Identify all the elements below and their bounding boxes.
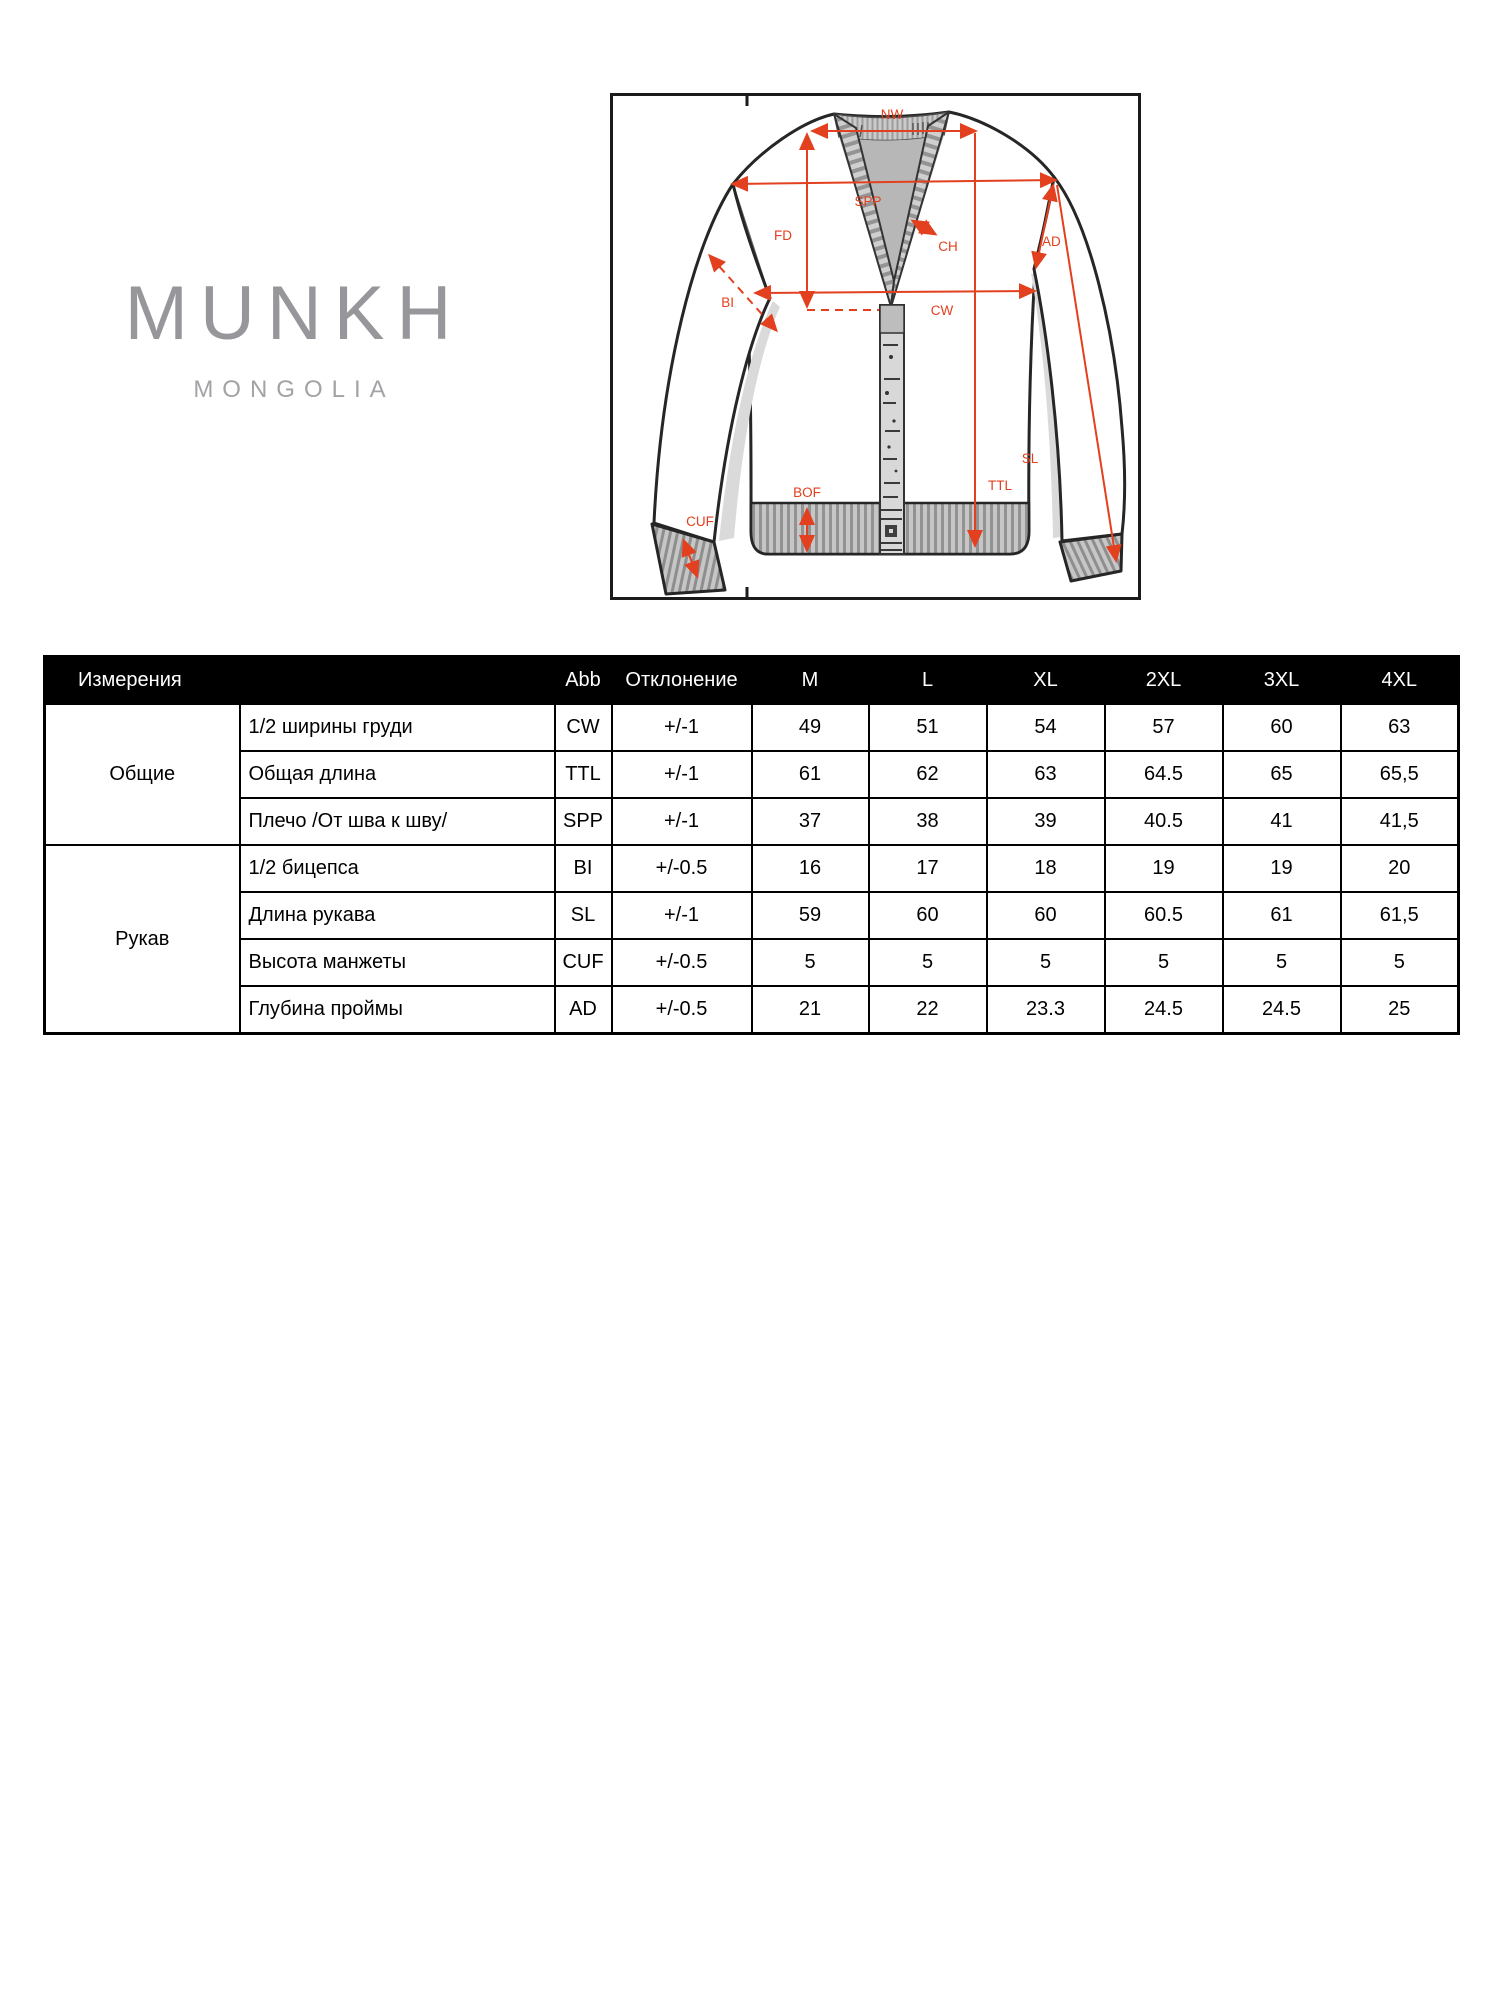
measurement-name-cell: Общая длина <box>240 751 555 798</box>
size-value-cell: 41 <box>1223 798 1341 845</box>
abbreviation-cell: CW <box>555 704 612 751</box>
measurement-name-cell: Плечо /От шва к шву/ <box>240 798 555 845</box>
size-value-cell: 5 <box>987 939 1105 986</box>
size-value-cell: 20 <box>1341 845 1459 892</box>
size-value-cell: 5 <box>1105 939 1223 986</box>
size-value-cell: 61 <box>752 751 869 798</box>
fd-label: FD <box>774 228 792 243</box>
table-row <box>45 845 1459 892</box>
abbreviation-cell: CUF <box>555 939 612 986</box>
measurement-name-cell: 1/2 ширины груди <box>240 704 555 751</box>
deviation-cell: +/-0.5 <box>612 939 752 986</box>
button-placket <box>880 305 904 554</box>
table-row <box>45 986 1459 1034</box>
size-value-cell: 21 <box>752 986 869 1034</box>
brand-subtitle: MONGOLIA <box>193 376 395 403</box>
abbreviation-cell: TTL <box>555 751 612 798</box>
size-value-cell: 60 <box>869 892 987 939</box>
size-value-cell: 51 <box>869 704 987 751</box>
cardigan-technical-drawing <box>610 93 1141 600</box>
size-value-cell: 63 <box>987 751 1105 798</box>
cw-label: CW <box>930 303 954 318</box>
size-value-cell: 37 <box>752 798 869 845</box>
size-value-cell: 62 <box>869 751 987 798</box>
deviation-cell: +/-1 <box>612 892 752 939</box>
size-table <box>43 655 1460 1035</box>
sl-label: SL <box>1021 451 1039 466</box>
size-value-cell: 5 <box>869 939 987 986</box>
spp-label: SPP <box>854 194 882 209</box>
measurement-name-cell: Высота манжеты <box>240 939 555 986</box>
size-value-cell: 40.5 <box>1105 798 1223 845</box>
size-value-cell: 5 <box>752 939 869 986</box>
header-size-2xl: 2XL <box>1105 657 1223 705</box>
size-value-cell: 16 <box>752 845 869 892</box>
deviation-cell: +/-1 <box>612 751 752 798</box>
table-header-row <box>45 657 1459 705</box>
size-value-cell: 41,5 <box>1341 798 1459 845</box>
size-value-cell: 19 <box>1223 845 1341 892</box>
size-value-cell: 25 <box>1341 986 1459 1034</box>
size-value-cell: 18 <box>987 845 1105 892</box>
deviation-cell: +/-0.5 <box>612 845 752 892</box>
ad-label: AD <box>1042 234 1061 249</box>
header-deviation: Отклонение <box>612 657 752 705</box>
size-value-cell: 63 <box>1341 704 1459 751</box>
table-row <box>45 939 1459 986</box>
size-value-cell: 54 <box>987 704 1105 751</box>
abbreviation-cell: SPP <box>555 798 612 845</box>
size-value-cell: 23.3 <box>987 986 1105 1034</box>
measurement-name-cell: 1/2 бицепса <box>240 845 555 892</box>
table-row <box>45 751 1459 798</box>
table-row <box>45 892 1459 939</box>
size-value-cell: 17 <box>869 845 987 892</box>
header-size-3xl: 3XL <box>1223 657 1341 705</box>
deviation-cell: +/-0.5 <box>612 986 752 1034</box>
abbreviation-cell: SL <box>555 892 612 939</box>
nw-label: NW <box>880 107 904 122</box>
measurement-name-cell: Длина рукава <box>240 892 555 939</box>
header-size-m: M <box>752 657 869 705</box>
size-value-cell: 24.5 <box>1105 986 1223 1034</box>
size-value-cell: 5 <box>1223 939 1341 986</box>
ttl-label: TTL <box>988 478 1013 493</box>
abbreviation-cell: AD <box>555 986 612 1034</box>
deviation-cell: +/-1 <box>612 704 752 751</box>
garment-measurement-diagram <box>610 93 1141 600</box>
abbreviation-cell: BI <box>555 845 612 892</box>
ch-label: CH <box>938 239 958 254</box>
size-value-cell: 61,5 <box>1341 892 1459 939</box>
size-value-cell: 39 <box>987 798 1105 845</box>
size-value-cell: 61 <box>1223 892 1341 939</box>
size-value-cell: 64.5 <box>1105 751 1223 798</box>
size-value-cell: 59 <box>752 892 869 939</box>
size-table-body <box>45 704 1459 1034</box>
size-value-cell: 60.5 <box>1105 892 1223 939</box>
size-value-cell: 57 <box>1105 704 1223 751</box>
bof-label: BOF <box>793 485 821 500</box>
group-cell: Общие <box>45 704 240 845</box>
table-row <box>45 704 1459 751</box>
group-cell: Рукав <box>45 845 240 1034</box>
size-value-cell: 60 <box>987 892 1105 939</box>
header-size-xl: XL <box>987 657 1105 705</box>
size-value-cell: 22 <box>869 986 987 1034</box>
measurement-name-cell: Глубина проймы <box>240 986 555 1034</box>
size-value-cell: 19 <box>1105 845 1223 892</box>
header-size-l: L <box>869 657 987 705</box>
size-value-cell: 5 <box>1341 939 1459 986</box>
size-value-cell: 60 <box>1223 704 1341 751</box>
brand-logo <box>118 271 470 403</box>
bi-label: BI <box>721 295 734 310</box>
header-abb: Abb <box>555 657 612 705</box>
deviation-cell: +/-1 <box>612 798 752 845</box>
header-measurements: Измерения <box>45 657 555 705</box>
size-value-cell: 65 <box>1223 751 1341 798</box>
table-row <box>45 798 1459 845</box>
size-value-cell: 49 <box>752 704 869 751</box>
size-value-cell: 65,5 <box>1341 751 1459 798</box>
brand-name: MUNKH <box>124 271 464 356</box>
cuf-label: CUF <box>686 514 714 529</box>
size-value-cell: 38 <box>869 798 987 845</box>
size-value-cell: 24.5 <box>1223 986 1341 1034</box>
header-size-4xl: 4XL <box>1341 657 1459 705</box>
